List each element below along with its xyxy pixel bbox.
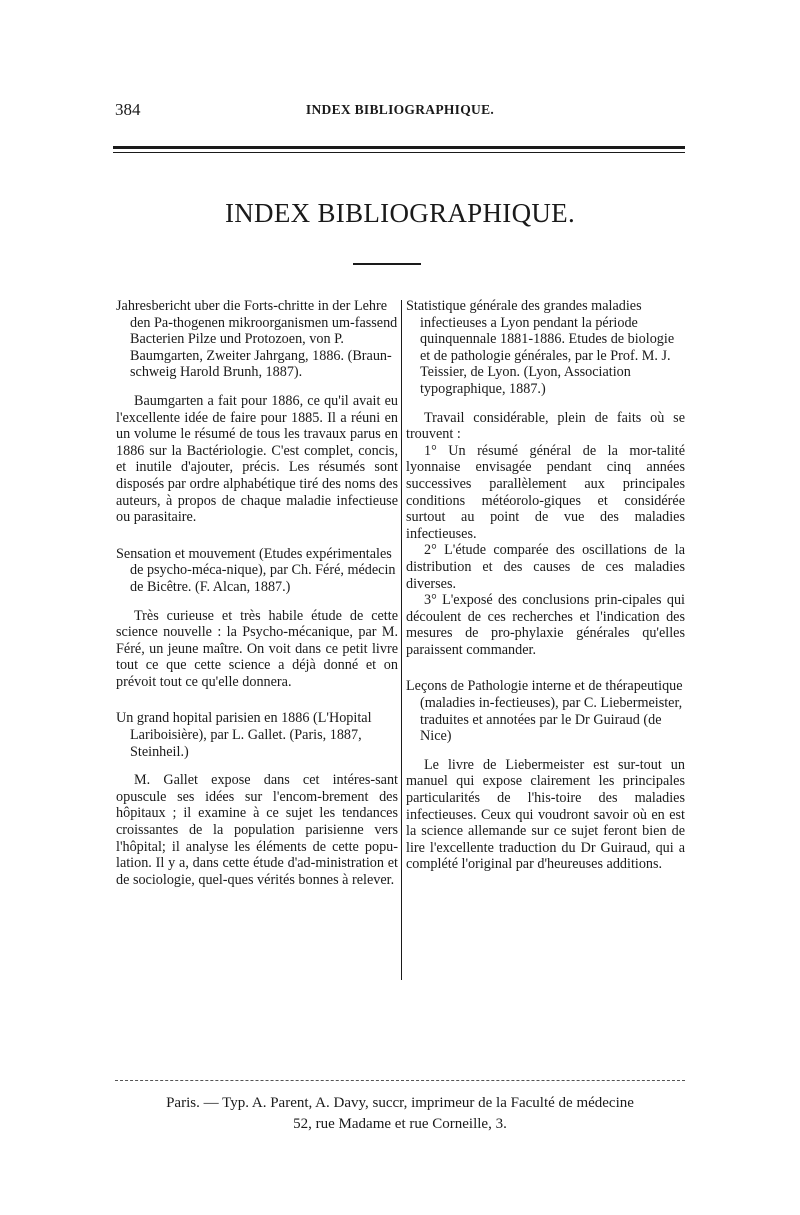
- imprint-footer: [0, 1093, 800, 1135]
- entry-paragraph: 2° L'étude comparée des oscillations de la distribution et des causes de ces maladies diverses.: [406, 542, 685, 592]
- entry-body: [116, 772, 398, 888]
- entry-heading: Leçons de Pathologie interne et de thérapeutique (maladies in-fectieuses), par C. Liebermeister, traduites et annotées par le Dr Guiraud (de Nice): [406, 678, 683, 745]
- entry-heading: Sensation et mouvement (Etudes expérimentales de psycho-méca-nique), par Ch. Féré, médecin de Bicêtre. (F. Alcan, 1887.): [116, 545, 396, 595]
- right-column: [406, 298, 685, 873]
- entry-paragraph: Baumgarten a fait pour 1886, ce qu'il avait eu l'excellente idée de faire pour 1885. Il a réuni en un volume le résumé de tous les travaux parus en 1886 sur la Bactériologie. C'est complet, concis, et inutile d'ajouter, précis. Les résumés sont disposés par ordre alphabétique tiré des noms des auteurs, à propos de chaque maladie infectieuse ou parasitaire.: [116, 392, 398, 526]
- left-column: [116, 298, 398, 888]
- entry-paragraph: Très curieuse et très habile étude de cette science nouvelle : la Psycho-mécanique, par M. Féré, un jeune maître. On voit dans ce petit livre tout ce que cette science a déjà donné et on prévoit tout ce qu'elle donnera.: [116, 607, 398, 690]
- entry-body: [406, 757, 685, 873]
- footer-rule: [115, 1080, 685, 1081]
- column-divider: [401, 300, 402, 980]
- entry-paragraph: Le livre de Liebermeister est sur-tout un manuel qui expose clairement les principales particularités de l'his-toire des maladies infectieuses. Ceux qui voudront savoir où en est la science allemande sur ce sujet feront bien de lire l'excellente traduction du Dr Guiraud, qui a complété l'original par d'heureuses additions.: [406, 756, 685, 873]
- entry-paragraph: 1° Un résumé général de la mor-talité lyonnaise envisagée pendant cinq années successives parallèlement aux principales conditions météorolo-giques et considérée surtout au point de vue des maladies infectieuses.: [406, 442, 685, 542]
- header-rule: [113, 146, 685, 153]
- entry-body: [116, 608, 398, 691]
- page-number: 384: [115, 100, 141, 119]
- entry-paragraph: Travail considérable, plein de faits où se trouvent :: [406, 409, 685, 443]
- entry-body: [406, 410, 685, 659]
- entry-heading: Jahresbericht uber die Forts-chritte in der Lehre den Pa-thogenen mikroorganismen um-fassend Bacterien Pilze und Protozoen, von P. Baumgarten, Zweiter Jahrgang, 1886. (Braun-schweig Harold Brunh, 1887).: [116, 298, 398, 381]
- imprint-line-1: Paris. — Typ. A. Parent, A. Davy, succr, imprimeur de la Faculté de médecine: [166, 1095, 634, 1111]
- entry-body: [116, 393, 398, 526]
- running-head: INDEX BIBLIOGRAPHIQUE.: [305, 102, 495, 117]
- entry-paragraph: 3° L'exposé des conclusions prin-cipales qui découlent de ces recherches et l'indication des mesures de pro-phylaxie générales qu'elles paraissent commander.: [406, 592, 685, 658]
- title-rule: [353, 263, 421, 265]
- entry-heading: Un grand hopital parisien en 1886 (L'Hopital Lariboisière), par L. Gallet. (Paris, 1887, Steinheil.): [116, 710, 372, 760]
- entry-paragraph: M. Gallet expose dans cet intéres-sant opuscule ses idées sur l'encom-brement des hôpitaux ; il examine à ce sujet les tendances croissantes de la population parisienne vers l'hôpital; il analyse les éléments de cette popu-lation. Il y a, dans cette étude d'ad-ministration et de sociologie, quel-ques vérités bonnes à relever.: [116, 772, 398, 888]
- page-title: INDEX BIBLIOGRAPHIQUE.: [224, 198, 576, 228]
- entry-heading: Statistique générale des grandes maladies infectieuses a Lyon pendant la période quinquennale 1881-1886. Etudes de biologie et de pathologie générales, par le Prof. M. J. Teissier, de Lyon. (Lyon, Association typographique, 1887.): [406, 298, 675, 397]
- imprint-line-2: 52, rue Madame et rue Corneille, 3.: [293, 1116, 507, 1132]
